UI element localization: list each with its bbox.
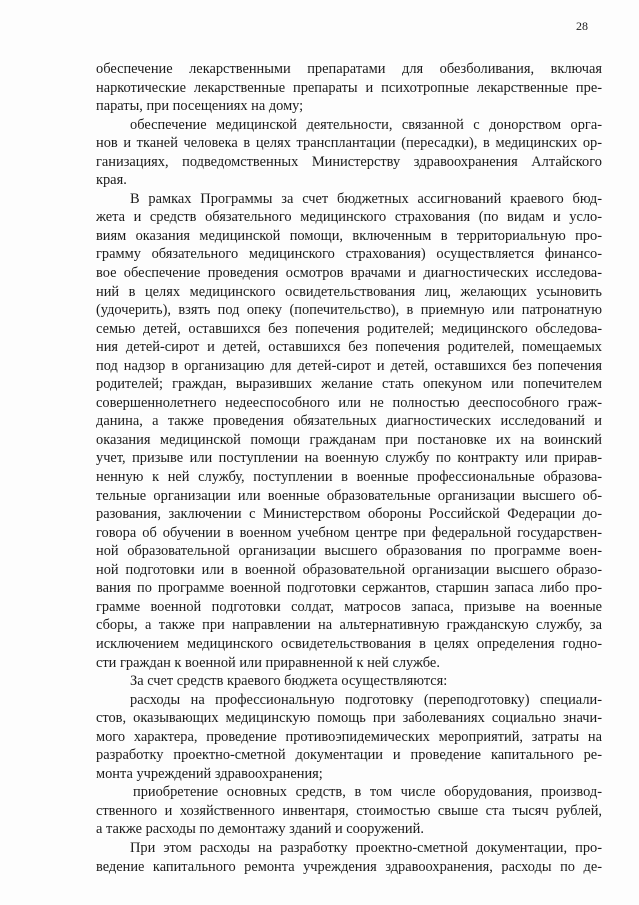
text-line: ганизациях, подведомственных Министерству здравоохранения Алтайского	[96, 153, 602, 170]
text-line: сборы, а также при направлении на альтернативную гражданскую службу, за	[96, 617, 602, 634]
text-line: монта учреждений здравоохранения;	[96, 765, 323, 782]
text-line: обеспечение лекарственными препаратами для обезболивания, включая	[96, 61, 602, 77]
text-line: грамме военной подготовки солдат, матросов запаса, призыве на военные	[96, 598, 602, 615]
text-line: (удочерить), взять под опеку (попечительство), в приемную или патронатную	[96, 302, 602, 319]
text-line: под надзор в организацию для детей-сирот и детей, оставшихся без попечения	[96, 357, 602, 374]
text-line: ведение капитального ремонта учреждения здравоохранения, расходы по де-	[96, 858, 602, 875]
text-line: исключением медицинского освидетельствования в целях определения годно-	[96, 635, 602, 652]
text-line: В рамках Программы за счет бюджетных ассигнований краевого бюд-	[130, 190, 602, 207]
text-line: параты, при посещениях на дому;	[96, 98, 304, 115]
text-line: приобретение основных средств, в том числе оборудования, производ-	[133, 784, 602, 801]
text-line: ной подготовки или в военной образовательной организации высшего образо-	[96, 561, 602, 578]
text-line: За счет средств краевого бюджета осуществляются:	[130, 673, 448, 690]
text-line: ненную к ней службу, поступлении в военные профессиональные образова-	[96, 469, 602, 486]
text-line: ственного и хозяйственного инвентаря, стоимостью свыше ста тысяч рублей,	[96, 802, 602, 819]
text-line: ной образовательной организации высшего образования по программе воен-	[96, 543, 602, 560]
text-line: говора об обучении в военном учебном центре при федеральной государствен-	[96, 524, 602, 541]
text-line: родителей; граждан, выразивших желание стать опекуном или попечителем	[96, 376, 602, 393]
text-line: края.	[96, 172, 127, 189]
text-line: данина, а также проведения обязательных диагностических исследований и	[96, 413, 602, 430]
body-text	[96, 60, 602, 876]
text-line: нов и тканей человека в целях трансплантации (пересадки), в медицинских ор-	[96, 135, 602, 152]
text-line: разработку проектно-сметной документации и проведение капитального ре-	[96, 747, 602, 764]
text-line: ний в целях медицинского освидетельствования лиц, желающих усыновить	[96, 283, 602, 300]
text-line: расходы на профессиональную подготовку (переподготовку) специали-	[130, 691, 602, 708]
text-line: учет, призыве или поступлении на военную службу по контракту или прирав-	[96, 450, 602, 467]
page-number: 28	[576, 19, 588, 33]
text-line: вое обеспечение проведения осмотров врачами и диагностических исследова-	[96, 265, 602, 282]
text-line: грамму обязательного медицинского страхования) осуществляется финансо-	[96, 246, 602, 263]
text-line: совершеннолетнего недееспособного или не полностью дееспособного граж-	[96, 394, 602, 411]
text-line: мого характера, проведение противоэпидемических мероприятий, затраты на	[96, 728, 602, 745]
text-line: сти граждан к военной или приравненной к ней службе.	[96, 654, 440, 671]
text-line: вания по программе военной подготовки сержантов, старшин запаса либо про-	[96, 580, 602, 597]
text-line: жета и средств обязательного медицинского страхования (по видам и усло-	[96, 209, 602, 226]
text-line: разования, заключении с Министерством обороны Российской Федерации до-	[96, 506, 602, 523]
text-line: оказания медицинской помощи гражданам при постановке их на воинский	[96, 431, 602, 448]
text-line: а также расходы по демонтажу зданий и сооружений.	[96, 821, 424, 838]
text-line: виям оказания медицинской помощи, включенным в территориальную про-	[96, 227, 602, 244]
text-line: стов, оказывающих медицинскую помощь при заболеваниях социально значи-	[96, 710, 602, 727]
text-line: тельные организации или военные образовательные организации высшего об-	[96, 487, 602, 504]
text-line: ния детей-сирот и детей, оставшихся без попечения родителей, помещаемых	[96, 339, 602, 356]
text-line: обеспечение медицинской деятельности, связанной с донорством орга-	[130, 116, 602, 133]
text-line: наркотические лекарственные препараты и психотропные лекарственные пре-	[96, 79, 602, 96]
text-line: При этом расходы на разработку проектно-сметной документации, про-	[130, 839, 602, 856]
text-line: семью детей, оставшихся без попечения родителей; медицинского обследова-	[96, 320, 602, 337]
